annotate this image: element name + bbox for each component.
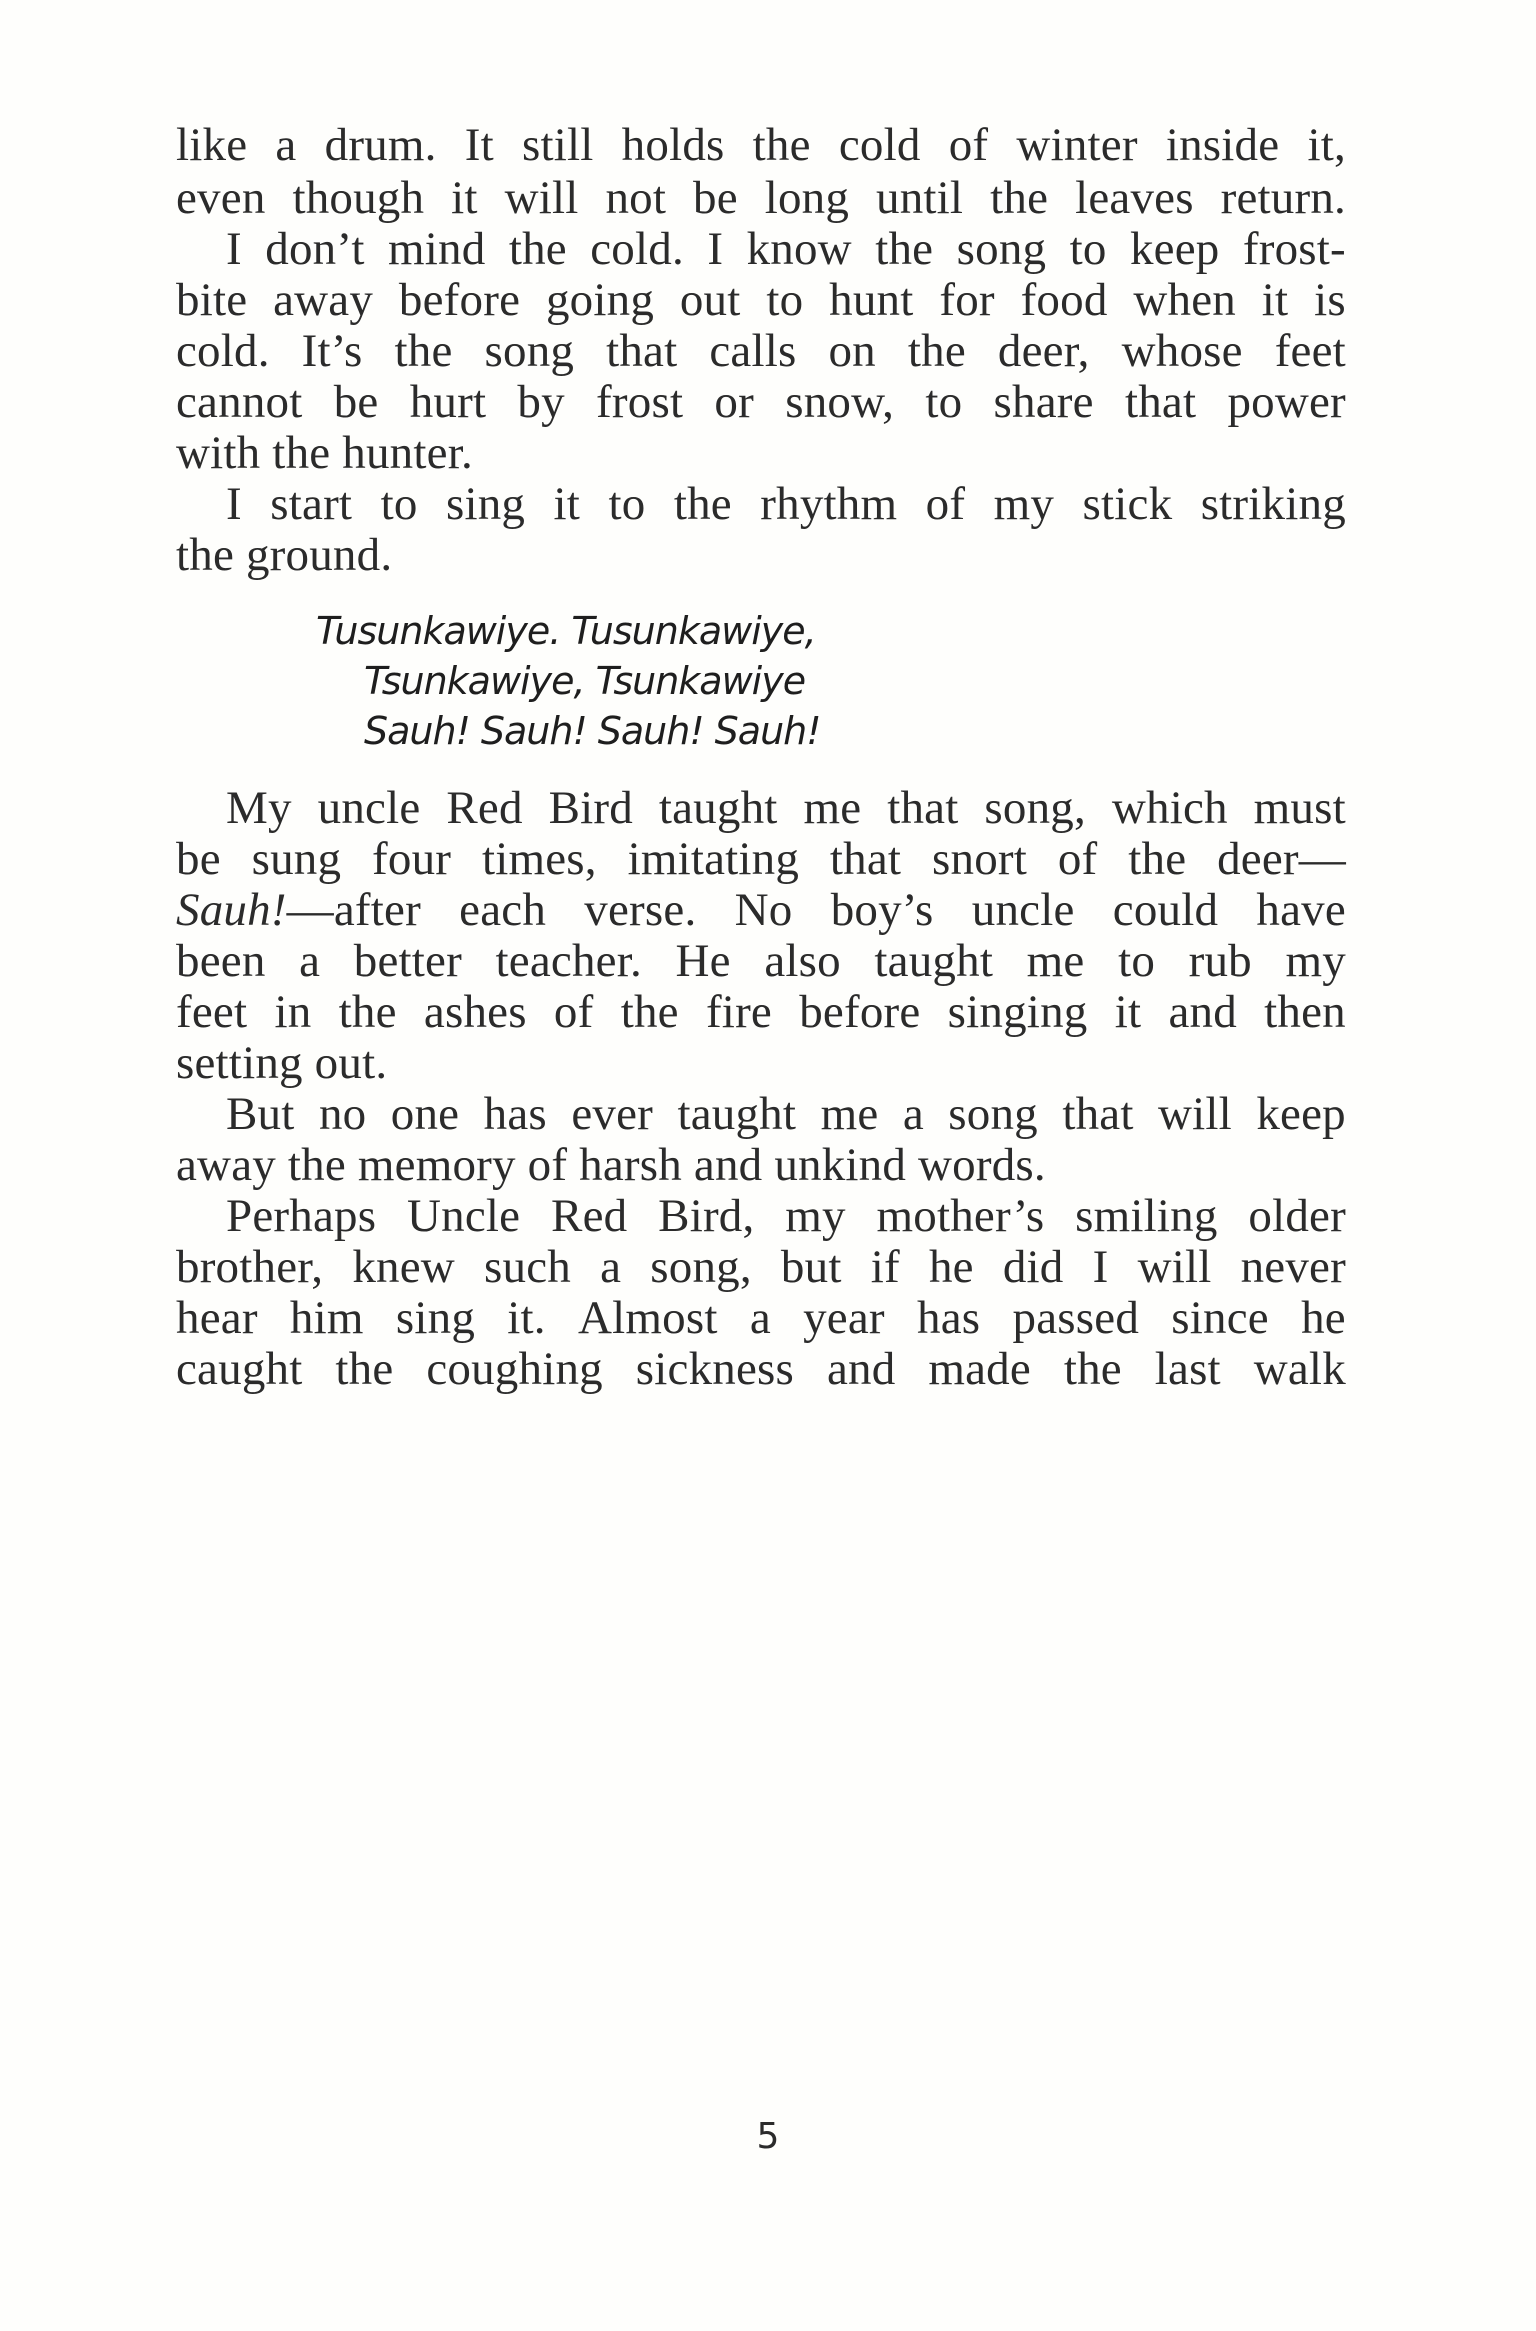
word: for [939, 274, 995, 326]
word: of [553, 986, 594, 1038]
word: not [605, 172, 667, 224]
word: when [1133, 274, 1236, 326]
word: the [394, 325, 453, 377]
word: knew [352, 1241, 455, 1293]
word: a [902, 1088, 924, 1140]
word: of [948, 119, 989, 171]
word: and [826, 1343, 896, 1395]
word: stick [1082, 478, 1173, 530]
word: imitating [627, 833, 800, 885]
word: cannot [176, 376, 303, 428]
word: the [508, 223, 567, 275]
word: leaves [1075, 172, 1194, 224]
word: He [675, 935, 731, 987]
text-line [176, 1343, 1346, 1395]
word: rub [1188, 935, 1252, 987]
word: But [226, 1088, 295, 1140]
word: a [749, 1292, 771, 1344]
word: passed [1012, 1292, 1140, 1344]
text-line [226, 478, 1346, 530]
word: know [746, 223, 852, 275]
word: like [176, 119, 248, 171]
word: and [1168, 986, 1237, 1038]
word: could [1112, 884, 1219, 936]
word: the [1128, 833, 1187, 885]
word: my [1285, 935, 1346, 987]
word: to [608, 478, 646, 530]
word: striking [1200, 478, 1346, 530]
word: four [372, 833, 452, 885]
word: ever [571, 1088, 654, 1140]
word: uncle [317, 782, 421, 834]
word: is [1314, 274, 1346, 326]
word: song [948, 1088, 1038, 1140]
word: frost [596, 376, 684, 428]
word: or [714, 376, 754, 428]
word: one [390, 1088, 460, 1140]
word: the [335, 1343, 394, 1395]
word: it, [1307, 119, 1346, 171]
word: to [925, 376, 963, 428]
word: older [1248, 1190, 1346, 1242]
italic-word: Sauh! [176, 884, 287, 936]
word: though [292, 172, 425, 224]
text-line [176, 376, 1346, 428]
word: Almost [577, 1292, 718, 1344]
word: must [1253, 782, 1346, 834]
word: of [925, 478, 966, 530]
word: last [1154, 1343, 1221, 1395]
word: cold [838, 119, 921, 171]
word: me [820, 1088, 879, 1140]
word: such [484, 1241, 571, 1293]
text-line [226, 223, 1346, 275]
song-verse-line: Sauh! Sauh! Sauh! Sauh! [364, 709, 821, 753]
text-line [176, 833, 1346, 885]
word: it [1261, 274, 1289, 326]
word: will [1137, 1241, 1212, 1293]
word: deer, [997, 325, 1090, 377]
word: I [707, 223, 724, 275]
word: I [226, 478, 242, 530]
word: made [928, 1343, 1031, 1395]
word: going [545, 274, 655, 326]
word: long [764, 172, 850, 224]
word: out [679, 274, 741, 326]
word: No [734, 884, 793, 936]
word: be [693, 172, 738, 224]
word: to [1118, 935, 1156, 987]
word: year [803, 1292, 885, 1344]
word: taught [677, 1088, 797, 1140]
word: my [993, 478, 1055, 530]
word: will [504, 172, 579, 224]
word: walk [1253, 1343, 1346, 1395]
word: uncle [971, 884, 1075, 936]
word: inside [1165, 119, 1280, 171]
text-line [176, 884, 1346, 936]
word: still [522, 119, 594, 171]
word: the [990, 172, 1049, 224]
word: away [273, 274, 374, 326]
word: the [338, 986, 397, 1038]
word: frost- [1242, 223, 1346, 275]
word: a [275, 119, 297, 171]
word: don’t [265, 223, 365, 275]
word: me [803, 782, 862, 834]
word: My [226, 782, 292, 834]
word: better [353, 935, 462, 987]
text-line [176, 1241, 1346, 1293]
word: coughing [426, 1343, 603, 1395]
word: the [673, 478, 732, 530]
word: since [1171, 1292, 1269, 1344]
word: food [1020, 274, 1108, 326]
word: keep [1256, 1088, 1346, 1140]
word: but [780, 1241, 842, 1293]
word: that [1062, 1088, 1134, 1140]
text-line [176, 172, 1346, 224]
word: also [764, 935, 841, 987]
word: him [289, 1292, 364, 1344]
word: rhythm [760, 478, 898, 530]
word: by [517, 376, 565, 428]
word: sung [251, 833, 342, 885]
word: feet [176, 986, 248, 1038]
word: to [1069, 223, 1107, 275]
word: to [766, 274, 804, 326]
song-verse-line: Tusunkawiye. Tusunkawiye, [316, 609, 816, 653]
word: taught [874, 935, 994, 987]
word: start [270, 478, 353, 530]
word: Bird [548, 782, 633, 834]
word: snort [932, 833, 1028, 885]
word: cold. [176, 325, 270, 377]
word: singing [947, 986, 1088, 1038]
word: song [956, 223, 1047, 275]
word: he [928, 1241, 974, 1293]
word: it [553, 478, 581, 530]
word: that [1124, 376, 1197, 428]
word: until [876, 172, 964, 224]
text-line: setting out. [176, 1037, 388, 1089]
text-line [226, 1190, 1346, 1242]
word: each [459, 884, 547, 936]
song-verse-line: Tsunkawiye, Tsunkawiye [364, 659, 806, 703]
word: brother, [176, 1241, 324, 1293]
word: I [226, 223, 242, 275]
text-line [226, 782, 1346, 834]
word: if [870, 1241, 900, 1293]
word: cold. [590, 223, 684, 275]
word: calls [709, 325, 797, 377]
word: caught [176, 1343, 303, 1395]
word: did [1002, 1241, 1064, 1293]
text-line [176, 935, 1346, 987]
word: no [318, 1088, 367, 1140]
word: deer— [1217, 833, 1346, 885]
word: verse. [584, 884, 697, 936]
word: Red [446, 782, 523, 834]
page-number: 5 [756, 2116, 780, 2157]
text-line [176, 119, 1346, 171]
text-line: with the hunter. [176, 427, 473, 479]
word: smiling [1075, 1190, 1218, 1242]
word: the [907, 325, 966, 377]
word: hunt [829, 274, 914, 326]
word: then [1264, 986, 1346, 1038]
word: to [380, 478, 418, 530]
word: has [483, 1088, 547, 1140]
word: sing [445, 478, 526, 530]
word: a [600, 1241, 622, 1293]
word: the [875, 223, 934, 275]
word: will [1158, 1088, 1232, 1140]
word: share [993, 376, 1094, 428]
word: taught [658, 782, 778, 834]
word: it [451, 172, 478, 224]
text-line [226, 1088, 1346, 1140]
word: even [176, 172, 266, 224]
word: whose [1121, 325, 1243, 377]
word: drum. [324, 119, 437, 171]
word: Uncle [407, 1190, 521, 1242]
word: that [887, 782, 959, 834]
word: on [828, 325, 876, 377]
word: Perhaps [226, 1190, 377, 1242]
word: before [398, 274, 521, 326]
word: song, [650, 1241, 752, 1293]
word: Red [551, 1190, 628, 1242]
word: holds [621, 119, 725, 171]
word: which [1111, 782, 1228, 834]
text-line [176, 325, 1346, 377]
text-fragment: —after [286, 884, 421, 936]
word: It [464, 119, 494, 171]
word: before [799, 986, 921, 1038]
word: keep [1129, 223, 1220, 275]
word: sing [395, 1292, 476, 1344]
word: sickness [635, 1343, 795, 1395]
word: that [606, 325, 678, 377]
word: he [1301, 1292, 1346, 1344]
text-line: away the memory of harsh and unkind words. [176, 1139, 1046, 1191]
word: fire [705, 986, 772, 1038]
word: the [1063, 1343, 1122, 1395]
word: It’s [301, 325, 363, 377]
word: that [829, 833, 902, 885]
word: snow, [785, 376, 895, 428]
text-line [176, 1292, 1346, 1344]
word: a [299, 935, 321, 987]
word: feet [1274, 325, 1346, 377]
word: bite [176, 274, 248, 326]
word: ashes [423, 986, 527, 1038]
text-line [176, 274, 1346, 326]
word: have [1256, 884, 1346, 936]
word: never [1240, 1241, 1346, 1293]
word: mother’s [876, 1190, 1045, 1242]
word: been [176, 935, 266, 987]
word: my [785, 1190, 846, 1242]
word: song, [984, 782, 1086, 834]
word: of [1057, 833, 1098, 885]
word: hurt [409, 376, 487, 428]
word: it. [507, 1292, 546, 1344]
word: boy’s [830, 884, 934, 936]
word: the [752, 119, 811, 171]
text-line: the ground. [176, 529, 393, 581]
word: be [333, 376, 379, 428]
word: teacher. [495, 935, 642, 987]
word: power [1227, 376, 1346, 428]
word: it [1114, 986, 1142, 1038]
word: in [274, 986, 312, 1038]
word: Bird, [658, 1190, 755, 1242]
word: times, [481, 833, 597, 885]
word: winter [1016, 119, 1138, 171]
word: hear [176, 1292, 258, 1344]
word: song [484, 325, 575, 377]
word: has [917, 1292, 981, 1344]
word: I [1092, 1241, 1109, 1293]
word: me [1026, 935, 1085, 987]
word: the [620, 986, 679, 1038]
text-line [176, 986, 1346, 1038]
word: be [176, 833, 221, 885]
word: return. [1220, 172, 1346, 224]
word: mind [388, 223, 486, 275]
